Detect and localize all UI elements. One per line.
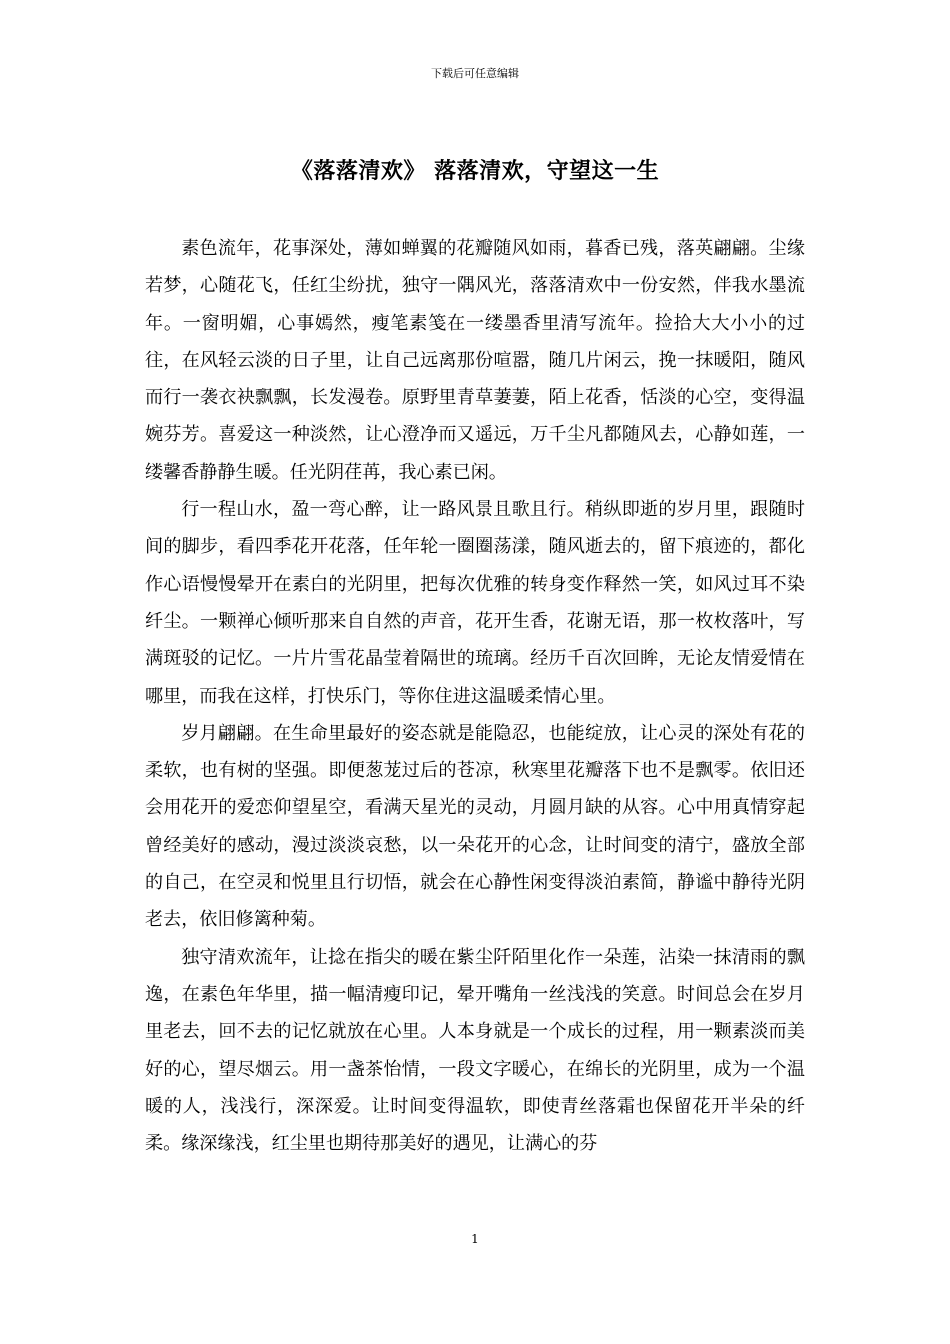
document-title: 《落落清欢》 落落清欢，守望这一生 xyxy=(290,158,660,184)
paragraph-4: 独守清欢流年，让捻在指尖的暖在紫尘阡陌里化作一朵莲，沾染一抹清雨的飘逸，在素色年华里，描一幅清瘦印记，晕开嘴角一丝浅浅的笑意。时间总会在岁月里老去，回不去的记忆就放在心里。人本身就是一个成长的过程，用一颗素淡而美好的心，望尽烟云。用一盏茶怡情，一段文字暖心，在绵长的光阴里，成为一个温暖的人，浅浅行，深深爱。让时间变得温软，即使青丝落霜也保留花开半朵的纤柔。缘深缘浅，红尘里也期待那美好的遇见，让满心的芬 xyxy=(145,946,805,1155)
paragraph-3: 岁月翩翩。在生命里最好的姿态就是能隐忍，也能绽放，让心灵的深处有花的柔软，也有树的坚强。即便葱茏过后的苍凉，秋寒里花瓣落下也不是飘零。依旧还会用花开的爱恋仰望星空，看满天星光的灵动，月圆月缺的从容。心中用真情穿起曾经美好的感动，漫过淡淡哀愁，以一朵花开的心念，让时间变的清宁，盛放全部的自己，在空灵和悦里且行切悟，就会在心静性闲变得淡泊素简，静谧中静待光阴老去，依旧修篱种菊。 xyxy=(145,722,805,931)
paragraph-2: 行一程山水，盈一弯心醉，让一路风景且歌且行。稍纵即逝的岁月里，跟随时间的脚步，看四季花开花落，任年轮一圈圈荡漾，随风逝去的，留下痕迹的，都化作心语慢慢晕开在素白的光阴里，把每次优雅的转身变作释然一笑，如风过耳不染纤尘。一颗禅心倾听那来自自然的声音，花开生香，花谢无语，那一枚枚落叶，写满斑驳的记忆。一片片雪花晶莹着隔世的琉璃。经历千百次回眸，无论友情爱情在哪里，而我在这样，打快乐门，等你住进这温暖柔情心里。 xyxy=(145,499,805,707)
paragraph-1: 素色流年，花事深处，薄如蝉翼的花瓣随风如雨，暮香已残，落英翩翩。尘缘若梦，心随花飞，任红尘纷扰，独守一隅风光，落落清欢中一份安然，伴我水墨流年。一窗明媚，心事嫣然，瘦笔素笺在一缕墨香里清写流年。捡拾大大小小的过往，在风轻云淡的日子里，让自己远离那份喧嚣，随几片闲云，挽一抹暖阳，随风而行一袭衣袂飘飘，长发漫卷。原野里青草萋萋，陌上花香，恬淡的心空，变得温婉芬芳。喜爱这一种淡然，让心澄净而又遥远，万千尘凡都随风去，心静如莲，一缕馨香静静生暖。任光阴荏苒，我心素已闲。 xyxy=(145,238,805,483)
page-number: 1 xyxy=(471,1232,479,1246)
document-body xyxy=(145,230,805,1162)
header-note: 下载后可任意编辑 xyxy=(431,67,519,80)
